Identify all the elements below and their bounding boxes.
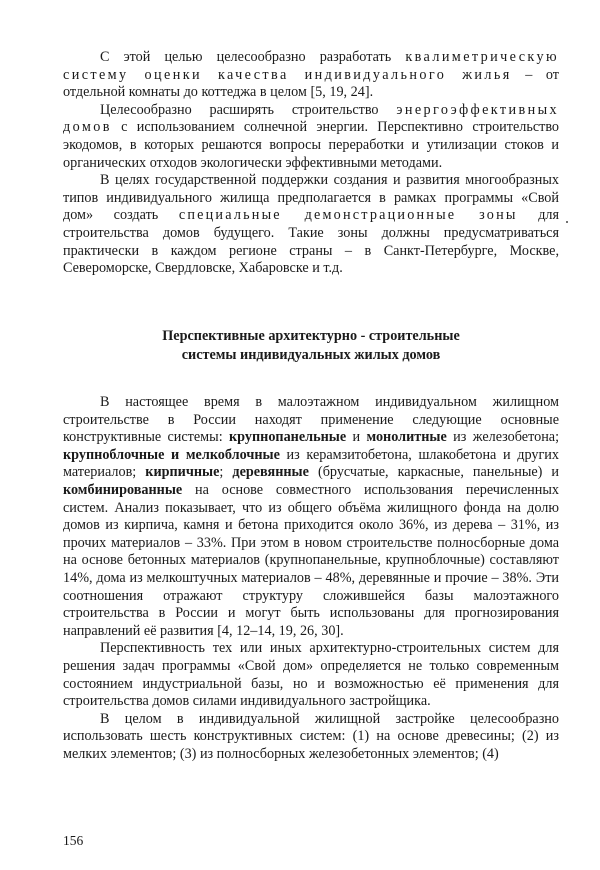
paragraph-construction-systems xyxy=(63,394,559,640)
page-number: 156 xyxy=(63,833,84,848)
text-run: из керамзитобетона, шлакобетона и других материалов; xyxy=(63,446,559,481)
intro-section xyxy=(63,49,559,278)
text-run: Целесообразно расширять строительство xyxy=(100,101,379,118)
bold-term: крупноблочные и мелкоблочные xyxy=(63,446,280,463)
spaced-emphasis: квалиметрическую систему оценки качества индивидуального жилья xyxy=(63,49,560,83)
text-run: – от отдельной комнаты до коттеджа в целом [5, 19, 24]. xyxy=(63,66,559,101)
paragraph-prospects: Перспективность тех или иных архитектурно-строительных систем для решения задач программы «Свой дом» определяется не только современным состоянием индустриальной базы, но и возможностью её применения для строительства домов силами индивидуального застройщика. xyxy=(63,640,559,710)
paragraph-six-systems: В целом в индивидуальной жилищной застройке целесообразно использовать шесть конструктивных систем: (1) на основе древесины; (2) из мелких элементов; (3) из полносборных железобетонных элементов; (4) xyxy=(63,710,559,762)
text-run: с использованием солнечной энергии. Перспективно строительство экодомов, в которых решаются вопросы переработки и утилизации стоков и органических отходов экологически эффективными методами. xyxy=(63,119,560,171)
paragraph-qualimetric xyxy=(63,49,559,102)
bold-term: монолитные xyxy=(366,429,447,446)
text-run: на основе совместного использования перечисленных систем. Анализ показывает, что из общего объёма жилищного фонда на долю домов из кирпича, камня и бетона приходится около 36%, из дерева – 31%, из прочих материалов – 33%. При этом в новом строительстве полносборные дома на основе бетонных материалов (крупнопанельные, крупноблочные) составляют 14%, дома из мелкоштучных материалов – 48%, деревянные и прочие – 38%. Эти соотношения отражают структуру сложившейся базы малоэтажного строительства в России и могут быть использованы для прогнозирования направлений её развития [4, 12–14, 19, 26, 30]. xyxy=(63,481,559,639)
text-run: для строительства домов будущего. Такие зоны должны предусматриваться практически в каждом регионе страны – в Санкт-Петербурге, Москве, Североморске, Свердловске, Хабаровске и т.д. xyxy=(63,207,560,277)
heading-line-1: Перспективные архитектурно - строительные xyxy=(162,328,460,344)
main-section xyxy=(63,394,559,763)
text-run: из железобетона; xyxy=(453,429,560,446)
bold-term: деревянные xyxy=(232,464,309,481)
spaced-emphasis: энергоэффективных домов xyxy=(63,101,560,136)
section-heading xyxy=(63,327,559,365)
heading-line-2: системы индивидуальных жилых домов xyxy=(181,347,441,363)
text-run: ; xyxy=(219,464,224,481)
text-run: С этой целью целесообразно разработать xyxy=(100,49,392,65)
bold-term: крупнопанельные xyxy=(229,429,347,446)
spaced-emphasis: специальные демонстрационные зоны xyxy=(178,207,518,224)
bold-term: кирпичные xyxy=(145,464,220,481)
text-run: В целях государственной поддержки создания и развития многообразных типов индивидуального жилища предполагается в рамках программы «Свой дом» создать xyxy=(63,172,559,224)
text-run: и xyxy=(352,429,361,446)
paragraph-energy-efficient xyxy=(63,102,559,172)
bold-term: комбинированные xyxy=(63,481,183,498)
text-run: (брусчатые, каркасные, панельные) и xyxy=(317,464,560,481)
text-run: В настоящее время в малоэтажном индивидуальном жилищном строительстве в России находят применение следующие основные конструктивные системы: xyxy=(63,394,559,446)
paragraph-demo-zones xyxy=(63,172,559,278)
speck-mark xyxy=(566,221,568,223)
